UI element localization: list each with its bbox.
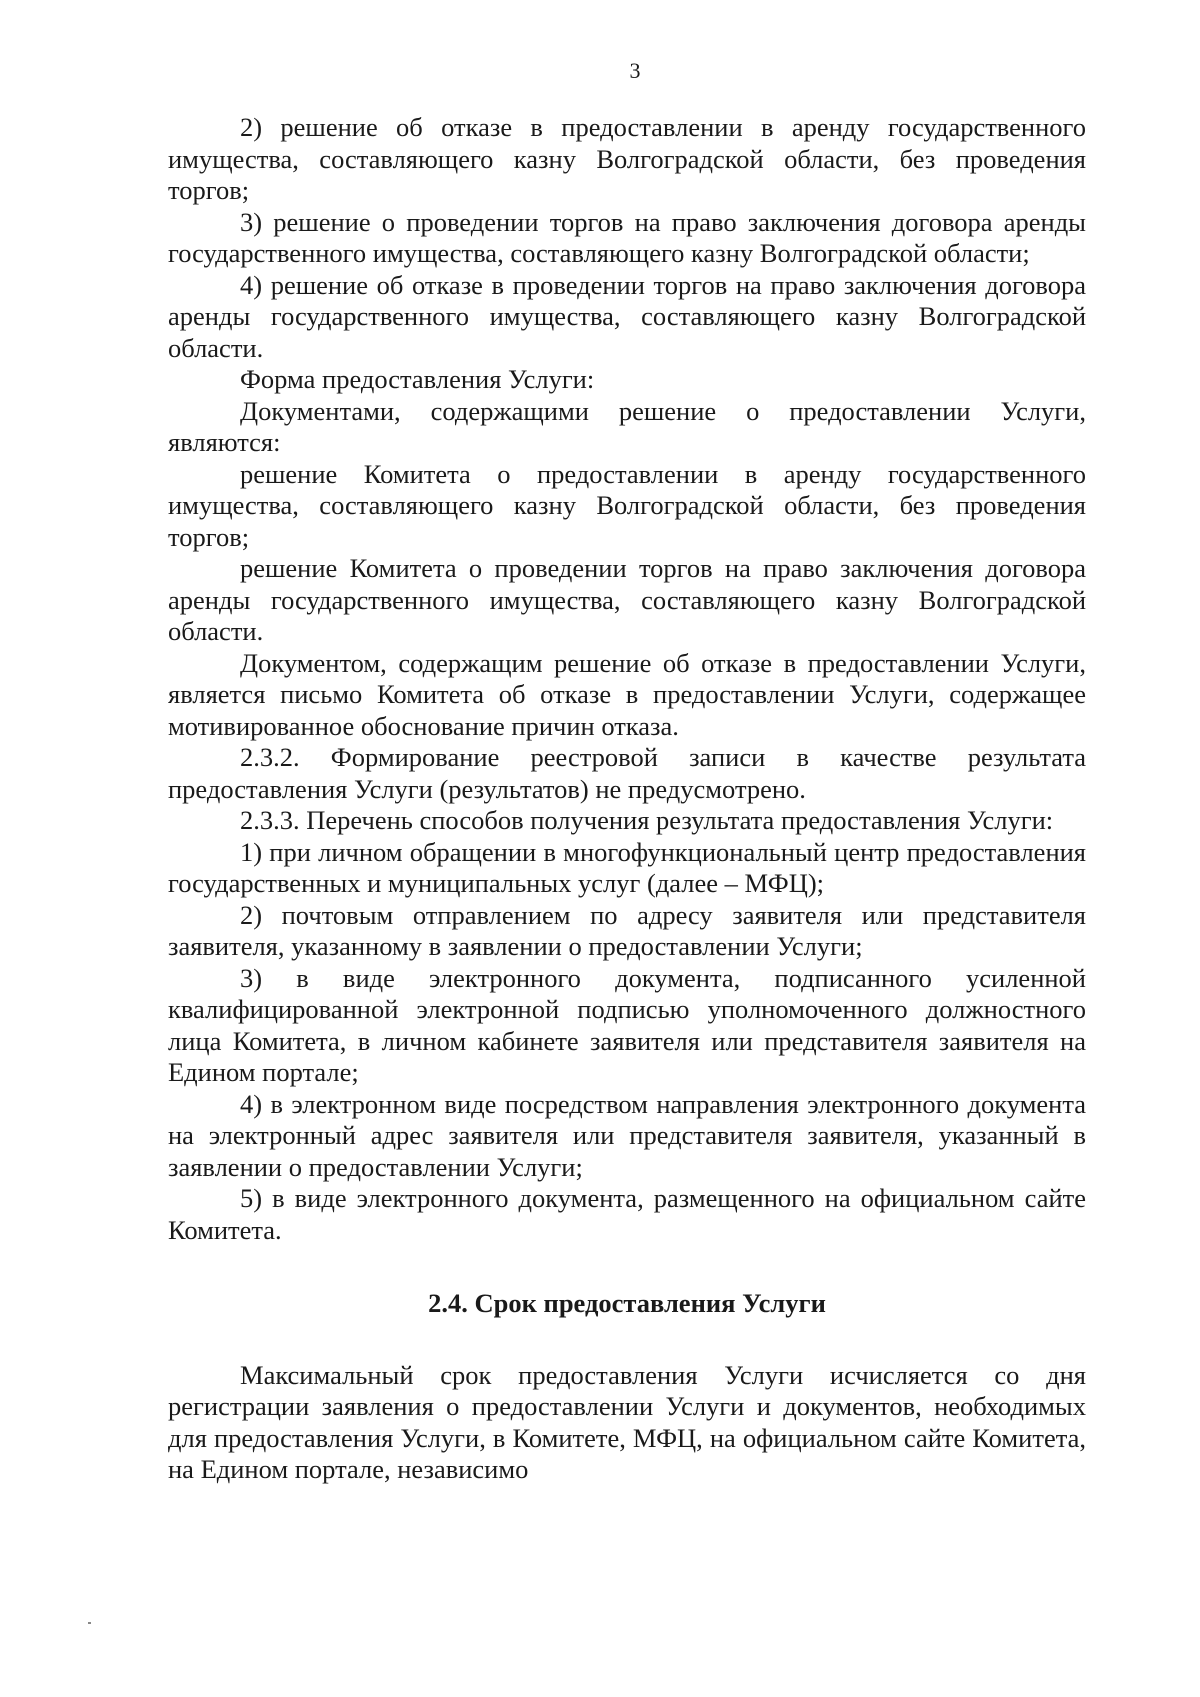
section-heading: 2.4. Срок предоставления Услуги [428,1288,826,1318]
paragraph-decision-lease: решение Комитета о предоставлении в аренду государственного имущества, составляющего казну Волгоградской области, без проведения торгов; [168,458,1086,552]
paragraph-max-term: Максимальный срок предоставления Услуги исчисляется со дня регистрации заявления о предоставлении Услуги и документов, необходимых для предоставления Услуги, в Комитете, МФЦ, на официальном сайте Комитета, на Едином портале, независимо [168,1359,1086,1484]
scan-artifact [88,1622,91,1624]
paragraph-item-2: 2) решение об отказе в предоставлении в аренду государственного имущества, составляющего казну Волгоградской области, без проведения торгов; [168,112,1086,205]
paragraph-method-4: 4) в электронном виде посредством направления электронного документа на электронный адрес заявителя или представителя заявителя, указанный в заявлении о предоставлении Услуги; [168,1088,1086,1182]
paragraph-form-label: Форма предоставления Услуги: [240,364,595,394]
paragraph-refusal-letter: Документом, содержащим решение об отказе в предоставлении Услуги, является письмо Комитета об отказе в предоставлении Услуги, содержащее мотивированное обоснование причин отказа. [168,647,1086,741]
paragraph-decision-auction: решение Комитета о проведении торгов на право заключения договора аренды государственного имущества, составляющего казну Волгоградской области. [168,553,1086,646]
paragraph-method-1: 1) при личном обращении в многофункциональный центр предоставления государственных и муниципальных услуг (далее – МФЦ); [168,836,1086,898]
page-number: 3 [629,58,641,83]
paragraph-method-5: 5) в виде электронного документа, размещенного на официальном сайте Комитета. [168,1183,1086,1245]
paragraph-item-4: 4) решение об отказе в проведении торгов на право заключения договора аренды государственного имущества, составляющего казну Волгоградской области. [168,269,1086,363]
paragraph-method-2: 2) почтовым отправлением по адресу заявителя или представителя заявителя, указанному в заявлении о предоставлении Услуги; [168,899,1086,961]
document-body [168,112,1086,1486]
paragraph-item-3: 3) решение о проведении торгов на право заключения договора аренды государственного имущества, составляющего казну Волгоградской области; [168,206,1086,268]
paragraph-2-3-3: 2.3.3. Перечень способов получения результата предоставления Услуги: [240,805,1054,835]
paragraph-documents-intro: Документами, содержащими решение о предоставлении Услуги, являются: [168,395,1086,457]
paragraph-method-3: 3) в виде электронного документа, подписанного усиленной квалифицированной электронной подписью уполномоченного должностного лица Комитета, в личном кабинете заявителя или представителя заявителя на Едином портале; [168,962,1086,1087]
paragraph-2-3-2: 2.3.2. Формирование реестровой записи в качестве результата предоставления Услуги (результатов) не предусмотрено. [168,742,1086,804]
